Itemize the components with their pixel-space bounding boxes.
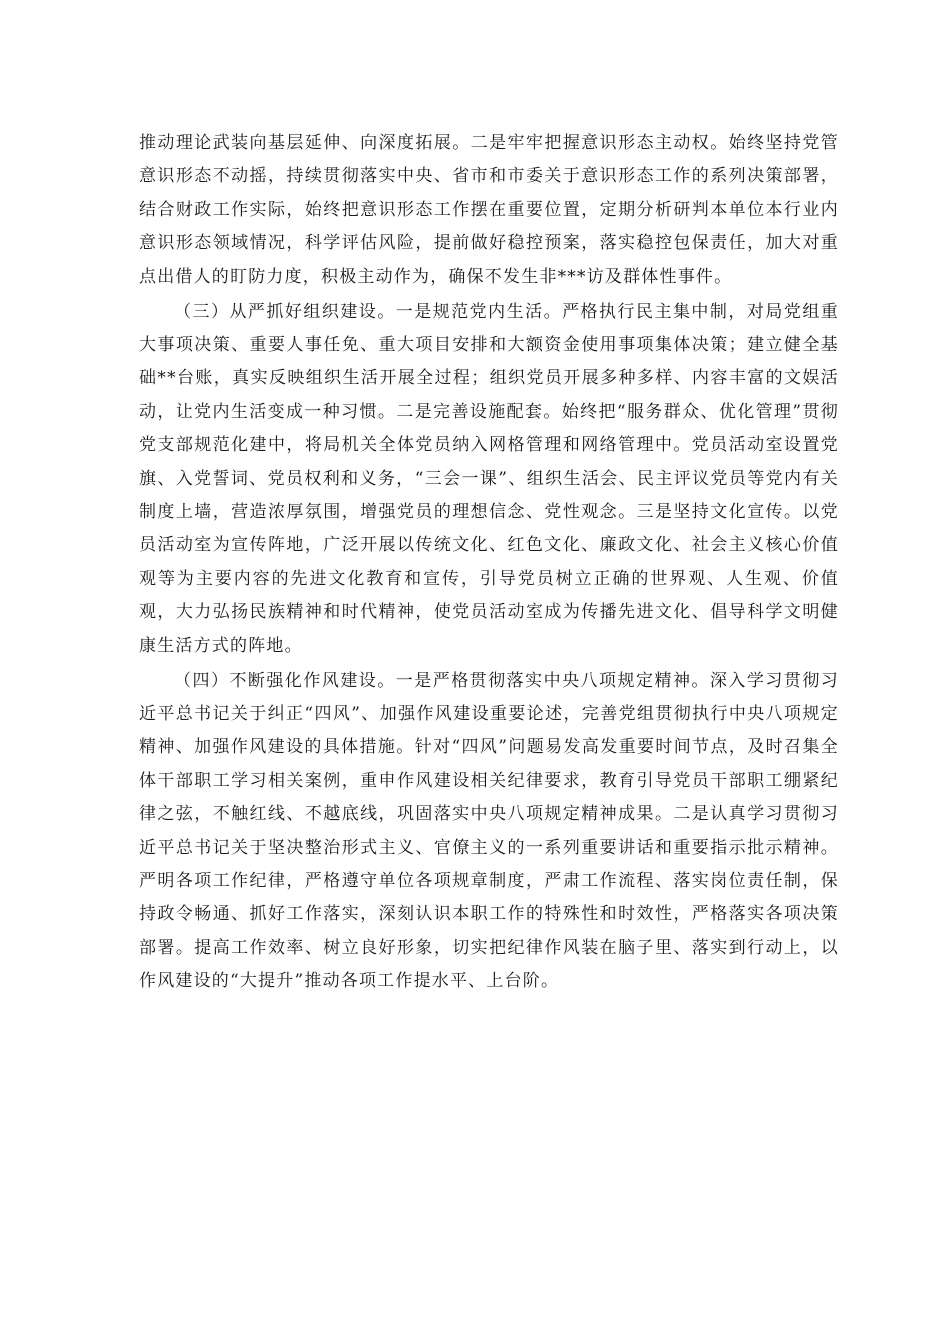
paragraph-work-style-building: （四）不断强化作风建设。一是严格贯彻落实中央八项规定精神。深入学习贯彻习近平总书记关于纠正“四风”、加强作风建设重要论述，完善党组贯彻执行中央八项规定精神、加强作风建设的具体措施。针对“四风”问题易发高发重要时间节点，及时召集全体干部职工学习相关案例，重申作风建设相关纪律要求，教育引导党员干部职工绷紧纪律之弦，不触红线、不越底线，巩固落实中央八项规定精神成果。二是认真学习贯彻习近平总书记关于坚决整治形式主义、官僚主义的一系列重要讲话和重要指示批示精神。严明各项工作纪律，严格遵守单位各项规章制度，严肃工作流程、落实岗位责任制，保持政令畅通、抓好工作落实，深刻认识本职工作的特殊性和时效性，严格落实各项决策部署。提高工作效率、树立良好形象，切实把纪律作风装在脑子里、落实到行动上，以作风建设的“大提升”推动各项工作提水平、上台阶。 <box>139 670 839 992</box>
document-body <box>139 127 839 1000</box>
paragraph-ideology: 推动理论武装向基层延伸、向深度拓展。二是牢牢把握意识形态主动权。始终坚持党管意识形态不动摇，持续贯彻落实中央、省市和市委关于意识形态工作的系列决策部署，结合财政工作实际，始终把意识形态工作摆在重要位置，定期分析研判本单位本行业内意识形态领域情况，科学评估风险，提前做好稳控预案，落实稳控包保责任，加大对重点出借人的盯防力度，积极主动作为，确保不发生非***访及群体性事件。 <box>139 133 839 287</box>
paragraph-organization-building: （三）从严抓好组织建设。一是规范党内生活。严格执行民主集中制，对局党组重大事项决策、重要人事任免、重大项目安排和大额资金使用事项集体决策；建立健全基础**台账，真实反映组织生活开展全过程；组织党员开展多种多样、内容丰富的文娱活动，让党内生活变成一种习惯。二是完善设施配套。始终把“服务群众、优化管理”贯彻党支部规范化建中，将局机关全体党员纳入网格管理和网络管理中。党员活动室设置党旗、入党誓词、党员权利和义务，“三会一课”、组织生活会、民主评议党员等党内有关制度上墙，营造浓厚氛围，增强党员的理想信念、党性观念。三是坚持文化宣传。以党员活动室为宣传阵地，广泛开展以传统文化、红色文化、廉政文化、社会主义核心价值观等为主要内容的先进文化教育和宣传，引导党员树立正确的世界观、人生观、价值观，大力弘扬民族精神和时代精神，使党员活动室成为传播先进文化、倡导科学文明健康生活方式的阵地。 <box>139 301 839 656</box>
